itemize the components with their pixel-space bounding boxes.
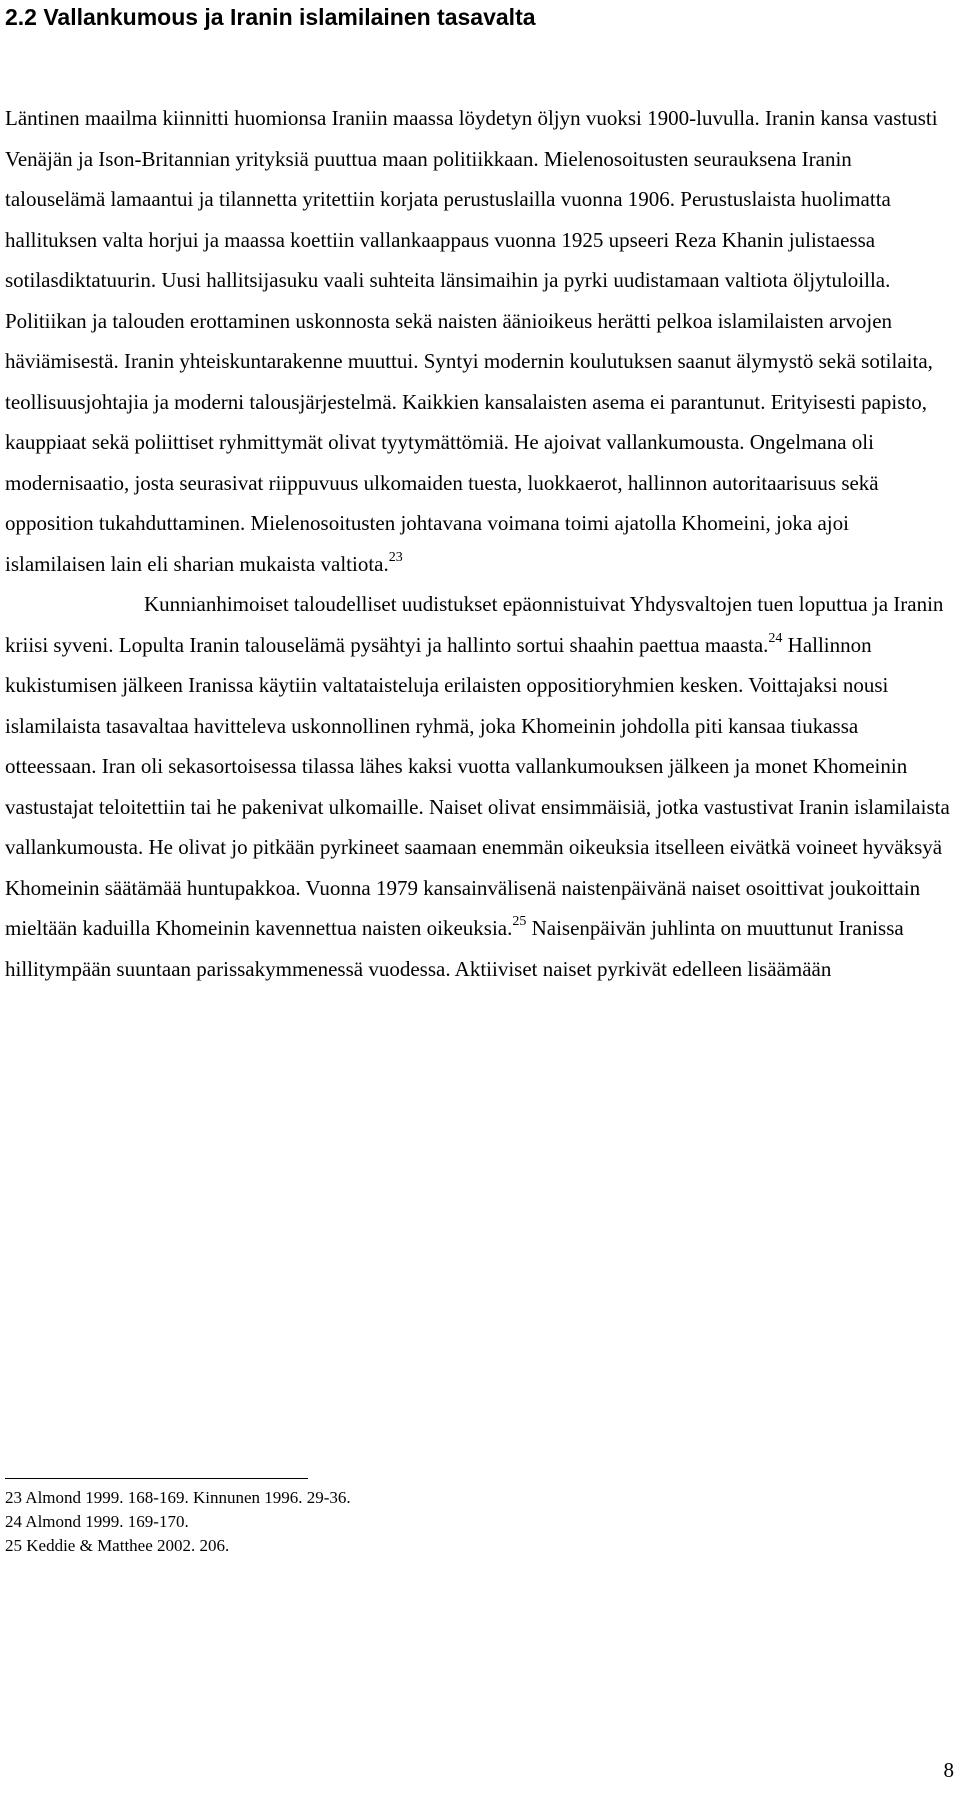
paragraph-2-text-part-3: Naisenpäivän juhlinta on muuttunut Iranissa hillitympään suuntaan parissakymmenessä vuodessa. Aktiiviset naiset pyrkivät edelleen lisäämään	[5, 916, 904, 981]
page-number: 8	[943, 1758, 954, 1782]
paragraph-1	[5, 98, 950, 584]
paragraph-2-text-part-1: Kunnianhimoiset taloudelliset uudistukset epäonnistuivat Yhdysvaltojen tuen loputtua ja Iranin kriisi syveni. Lopulta Iranin talouselämä pysähtyi ja hallinto sortui shaahin paettua maasta.	[5, 592, 944, 657]
paragraph-1-text: Läntinen maailma kiinnitti huomionsa Iraniin maassa löydetyn öljyn vuoksi 1900-luvulla. Iranin kansa vastusti Venäjän ja Ison-Britannian yrityksiä puuttua maan politiikkaan. Mielenosoitusten seurauksena Iranin talouselämä lamaantui ja tilannetta yritettiin korjata perustuslailla vuonna 1906. Perustuslaista huolimatta hallituksen valta horjui ja maassa koettiin vallankaappaus vuonna 1925 upseeri Reza Khanin julistaessa sotilasdiktatuurin. Uusi hallitsijasuku vaali suhteita länsimaihin ja pyrki uudistamaan valtiota öljytuloilla. Politiikan ja talouden erottaminen uskonnosta sekä naisten äänioikeus herätti pelkoa islamilaisten arvojen häviämisestä. Iranin yhteiskuntarakenne muuttui. Syntyi modernin koulutuksen saanut älymystö sekä sotilaita, teollisuusjohtajia ja moderni talousjärjestelmä. Kaikkien kansalaisten asema ei parantunut. Erityisesti papisto, kauppiaat sekä poliittiset ryhmittymät olivat tyytymättömiä. He ajoivat vallankumousta. Ongelmana oli modernisaatio, josta seurasivat riippuvuus ulkomaiden tuesta, luokkaerot, hallinnon autoritaarisuus sekä opposition tukahduttaminen. Mielenosoitusten johtavana voimana toimi ajatolla Khomeini, joka ajoi islamilaisen lain eli sharian mukaista valtiota.	[5, 106, 938, 576]
footnote-24: 24 Almond 1999. 169-170.	[5, 1512, 189, 1531]
footnote-separator	[5, 1478, 308, 1479]
footnote-ref-25: 25	[512, 914, 527, 929]
section-heading: 2.2 Vallankumous ja Iranin islamilainen tasavalta	[5, 4, 536, 30]
footnote-ref-23: 23	[388, 549, 403, 565]
paragraph-2	[5, 584, 950, 989]
footnote-ref-24: 24	[768, 630, 783, 646]
footnotes	[5, 1486, 351, 1558]
paragraph-2-text-part-2: Hallinnon kukistumisen jälkeen Iranissa käytiin valtataisteluja erilaisten oppositioryhmien kesken. Voittajaksi nousi islamilaista tasavaltaa havitteleva uskonnollinen ryhmä, joka Khomeinin johdolla piti kansaa tiukassa otteessaan. Iran oli sekasortoisessa tilassa lähes kaksi vuotta vallankumouksen jälkeen ja monet Khomeinin vastustajat teloitettiin tai he pakenivat ulkomaille. Naiset olivat ensimmäisiä, jotka vastustivat Iranin islamilaista vallankumousta. He olivat jo pitkään pyrkineet saamaan enemmän oikeuksia itselleen eivätkä voineet hyväksyä Khomeinin säätämää huntupakkoa. Vuonna 1979 kansainvälisenä naistenpäivänä naiset osoittivat joukoittain mieltään kaduilla Khomeinin kavennettua naisten oikeuksia.	[5, 632, 950, 940]
body-text	[5, 98, 950, 989]
footnote-25: 25 Keddie & Matthee 2002. 206.	[5, 1536, 230, 1555]
footnote-23: 23 Almond 1999. 168-169. Kinnunen 1996. 29-36.	[5, 1488, 351, 1507]
